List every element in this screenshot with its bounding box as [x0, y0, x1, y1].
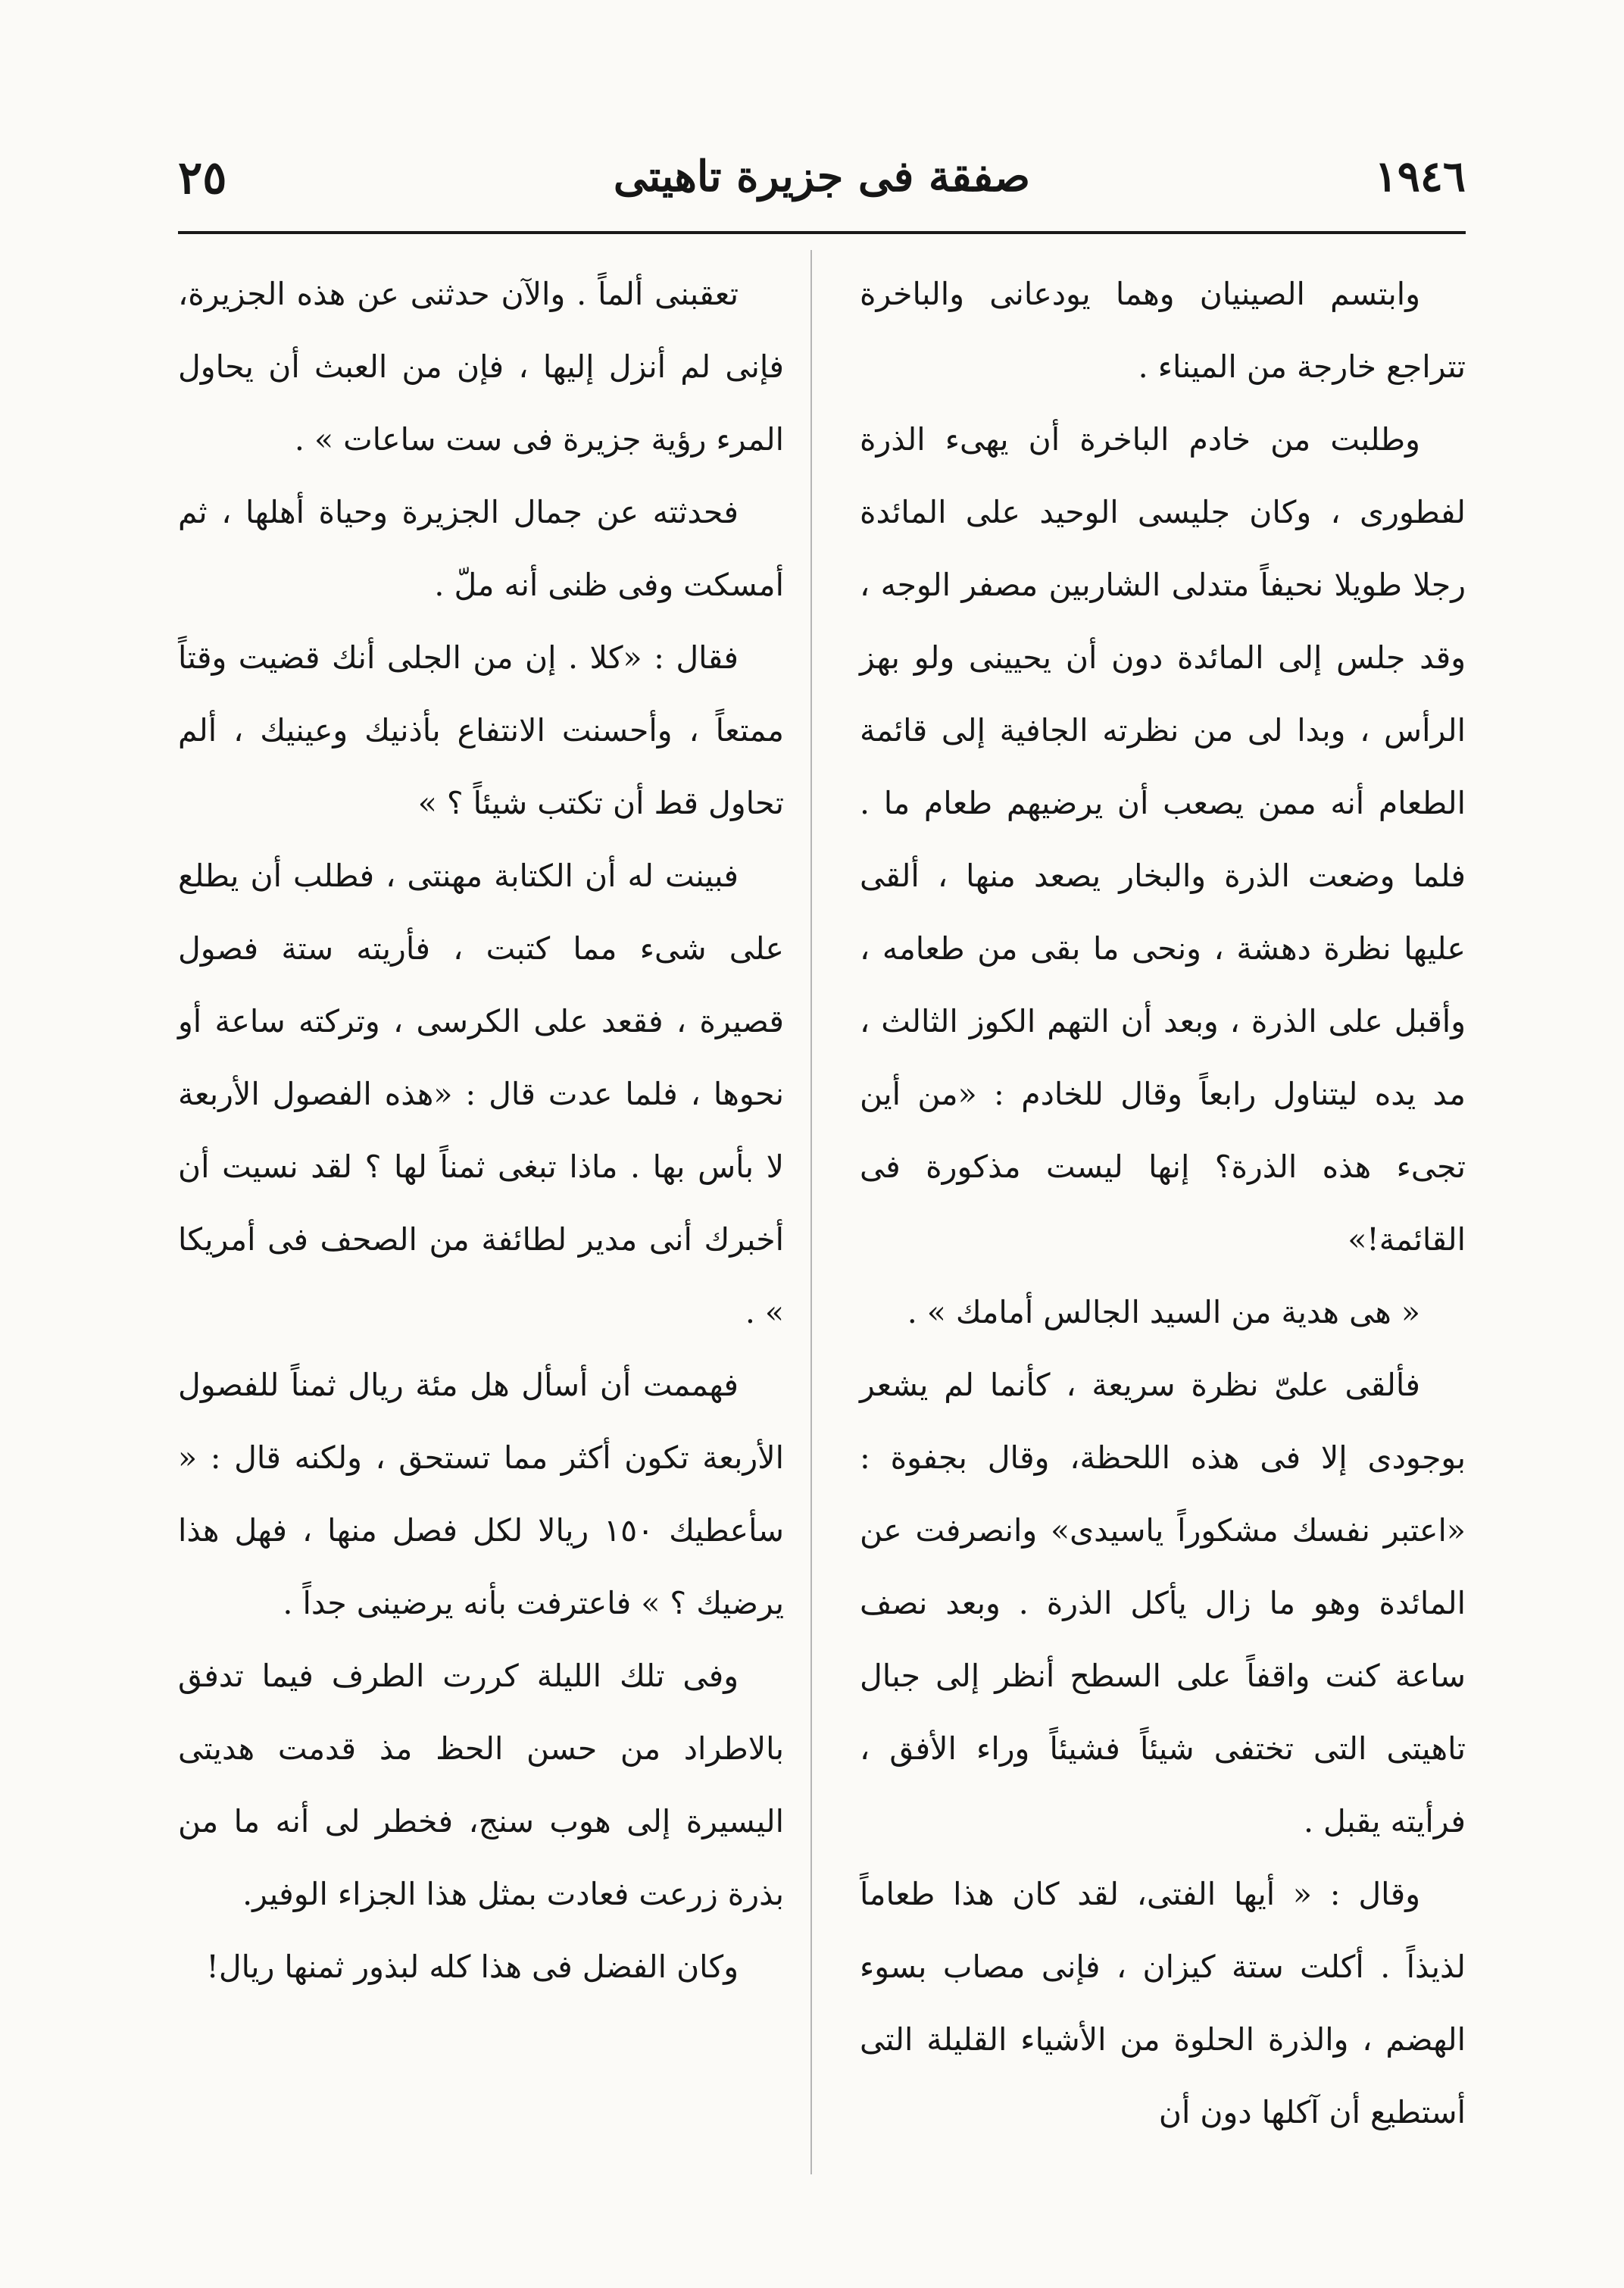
- running-title: صفقة فى جزيرة تاهيتى: [613, 152, 1031, 202]
- paragraph: وكان الفضل فى هذا كله لبذور ثمنها ريال!: [206, 1949, 739, 1985]
- page-number: ٢٥: [178, 152, 227, 205]
- paragraph: وابتسم الصينيان وهما يودعانى والباخرة تتراجع خارجة من الميناء .: [860, 276, 1466, 385]
- page-header: [178, 152, 1466, 235]
- paragraph: فحدثته عن جمال الجزيرة وحياة أهلها ، ثم أمسكت وفى ظنى أنه ملّ .: [178, 494, 784, 603]
- paragraph: فألقى علىّ نظرة سريعة ، كأنما لم يشعر بوجودى إلا فى هذه اللحظة، وقال بجفوة : «اعتبر نفسك مشكوراً ياسيدى» وانصرفت عن المائدة وهو ما زال يأكل الذرة . وبعد نصف ساعة كنت واقفاً على السطح أنظر إلى جبال تاهيتى التى تختفى شيئاً فشيئاً وراء الأفق ، فرأيته يقبل .: [860, 1367, 1466, 1839]
- paragraph: تعقبنى ألماً . والآن حدثنى عن هذه الجزيرة، فإنى لم أنزل إليها ، فإن من العبث أن يحاول المرء رؤية جزيرة فى ست ساعات » .: [178, 276, 784, 458]
- paragraph: فقال : «كلا . إن من الجلى أنك قضيت وقتاً ممتعاً ، وأحسنت الانتفاع بأذنيك وعينيك ، ألم تحاول قط أن تكتب شيئاً ؟ »: [178, 639, 784, 821]
- paragraph: وفى تلك الليلة كررت الطرف فيما تدفق بالاطراد من حسن الحظ مذ قدمت هديتى اليسيرة إلى هوب سنج، فخطر لى أنه ما من بذرة زرعت فعادت بمثل هذا الجزاء الوفير.: [178, 1658, 784, 1912]
- left-column: [178, 258, 784, 2003]
- paragraph: وقال : « أيها الفتى، لقد كان هذا طعاماً لذيذاً . أكلت ستة كيزان ، فإنى مصاب بسوء الهضم ، والذرة الحلوة من الأشياء القليلة التى أستطيع أن آكلها دون أن: [860, 1876, 1466, 2130]
- paragraph: فبينت له أن الكتابة مهنتى ، فطلب أن يطلع على شىء مما كتبت ، فأريته ستة فصول قصيرة ، فقعد على الكرسى ، وتركته ساعة أو نحوها ، فلما عدت قال : «هذه الفصول الأربعة لا بأس بها . ماذا تبغى ثمناً لها ؟ لقد نسيت أن أخبرك أنى مدير لطائفة من الصحف فى أمريكا » .: [178, 858, 784, 1330]
- column-divider: [810, 250, 812, 2174]
- paragraph: وطلبت من خادم الباخرة أن يهىء الذرة لفطورى ، وكان جليسى الوحيد على المائدة رجلا طويلا نحيفاً متدلى الشاربين مصفر الوجه ، وقد جلس إلى المائدة دون أن يحيينى ولو بهز الرأس ، وبدا لى من نظرته الجافية إلى قائمة الطعام أنه ممن يصعب أن يرضيهم طعام ما . فلما وضعت الذرة والبخار يصعد منها ، ألقى عليها نظرة دهشة ، ونحى ما بقى من طعامه ، وأقبل على الذرة ، وبعد أن التهم الكوز الثالث ، مد يده ليتناول رابعاً وقال للخادم : «من أين تجىء هذه الذرة؟ إنها ليست مذكورة فى القائمة!»: [860, 421, 1466, 1258]
- right-column: [860, 258, 1466, 2149]
- header-rule: [178, 231, 1466, 234]
- header-year: ١٩٤٦: [1374, 152, 1466, 202]
- paragraph: « هى هدية من السيد الجالس أمامك » .: [907, 1294, 1420, 1330]
- paragraph: فهممت أن أسأل هل مئة ريال ثمناً للفصول الأربعة تكون أكثر مما تستحق ، ولكنه قال : « سأعطيك ١٥٠ ريالا لكل فصل منها ، فهل هذا يرضيك ؟ » فاعترفت بأنه يرضينى جداً .: [178, 1367, 784, 1621]
